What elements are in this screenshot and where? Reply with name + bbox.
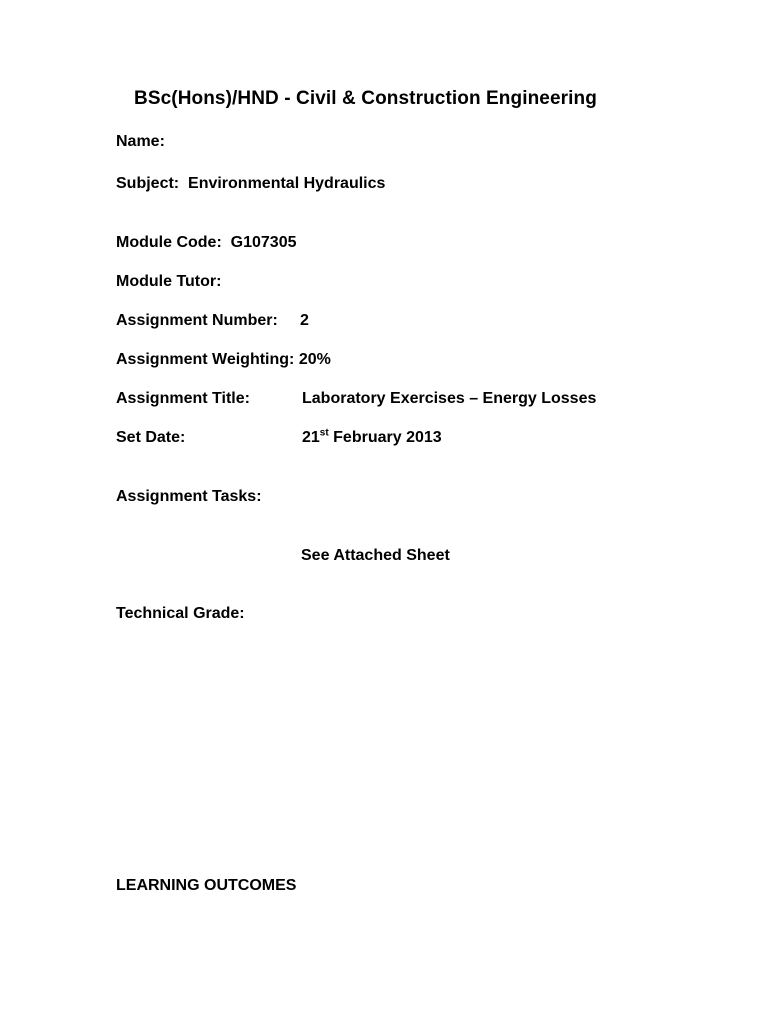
learning-outcomes-heading: LEARNING OUTCOMES bbox=[116, 877, 297, 894]
assignment-tasks-row bbox=[116, 488, 262, 506]
assignment-title-row bbox=[116, 390, 597, 408]
document-title: BSc(Hons)/HND - Civil & Construction Engineering bbox=[134, 88, 597, 109]
assignment-weighting-label: Assignment Weighting: bbox=[116, 351, 295, 368]
module-code-label: Module Code: bbox=[116, 234, 222, 251]
assignment-tasks-label: Assignment Tasks: bbox=[116, 488, 262, 505]
assignment-weighting-row bbox=[116, 351, 331, 369]
name-label: Name: bbox=[116, 133, 165, 150]
see-attached-sheet: See Attached Sheet bbox=[301, 547, 450, 564]
subject-value: Environmental Hydraulics bbox=[188, 175, 386, 192]
assignment-title-value: Laboratory Exercises – Energy Losses bbox=[302, 390, 597, 407]
set-date-suffix: st bbox=[319, 427, 329, 439]
assignment-number-row bbox=[116, 312, 309, 330]
assignment-title-label: Assignment Title: bbox=[116, 390, 250, 407]
subject-row bbox=[116, 175, 385, 193]
subject-label: Subject: bbox=[116, 175, 180, 192]
module-tutor-label: Module Tutor: bbox=[116, 273, 222, 290]
assignment-number-label: Assignment Number: bbox=[116, 312, 278, 329]
set-date-day: 21 bbox=[302, 429, 320, 446]
assignment-weighting-value: 20% bbox=[298, 351, 331, 368]
set-date-row bbox=[116, 427, 442, 447]
set-date-rest: February 2013 bbox=[333, 429, 442, 446]
set-date-value bbox=[302, 429, 442, 447]
module-tutor-row bbox=[116, 273, 221, 291]
name-row bbox=[116, 133, 165, 151]
assignment-number-value: 2 bbox=[300, 312, 309, 329]
module-code-row bbox=[116, 234, 297, 252]
module-code-value: G107305 bbox=[230, 234, 297, 251]
set-date-label: Set Date: bbox=[116, 429, 186, 446]
technical-grade-row bbox=[116, 605, 245, 623]
technical-grade-label: Technical Grade: bbox=[116, 605, 245, 622]
